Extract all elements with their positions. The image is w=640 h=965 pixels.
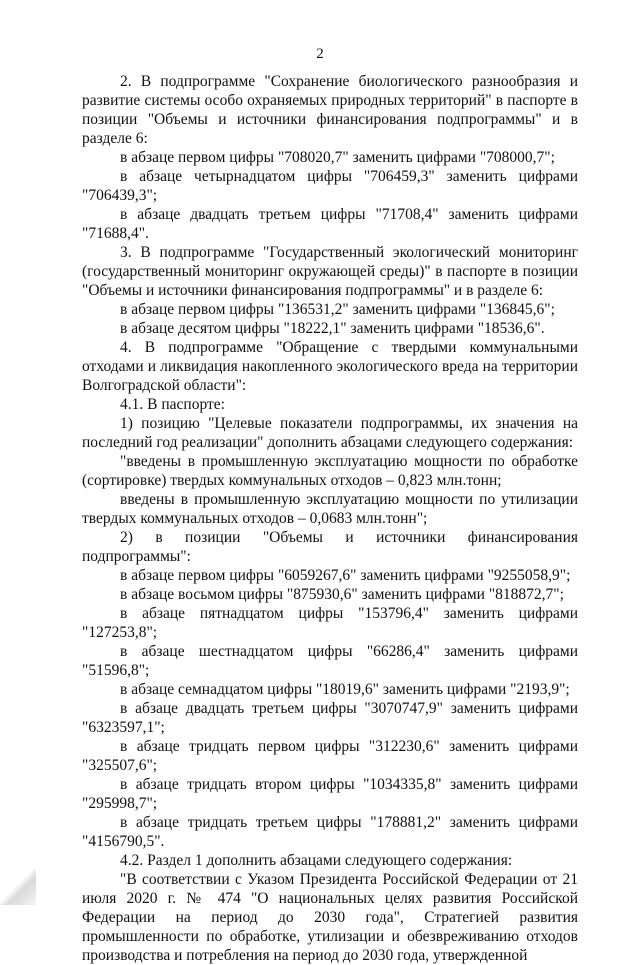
paragraph-item-2: 2. В подпрограмме "Сохранение биологического разнообразия и развитие системы особо охраняемых природных территорий" в паспорте в позиции "Объемы и источники финансирования подпрограммы" и в разделе 6: [82,73,578,147]
paragraph-quote-decree: "В соответствии с Указом Президента Российской Федерации от 21 июля 2020 г. № 474 "О национальных целях развития Российской Федерации на период до 2030 года", Стратегией развития промышленности по обработке, утилизации и обезвреживанию отходов производства и потребления на период до 2030 года, утвержденной [82,871,578,964]
paragraph-quote-utilization: введены в промышленную эксплуатацию мощности по утилизации твердых коммунальных отходов – 0,0683 млн.тонн"; [82,491,578,527]
paragraph-item-2-abz-1: в абзаце первом цифры "708020,7" заменить цифрами "708000,7"; [120,149,555,166]
page-number: 2 [316,46,324,62]
paragraph-item-4-1-1: 1) позицию "Целевые показатели подпрограммы, их значения на последний год реализации" дополнить абзацами следующего содержания: [82,415,578,451]
paragraph-item-4-abz-17: в абзаце семнадцатом цифры "18019,6" заменить цифрами "2193,9"; [120,681,570,698]
paragraph-item-3-abz-1: в абзаце первом цифры "136531,2" заменить цифрами "136845,6"; [120,301,555,318]
paragraph-item-4-abz-31: в абзаце тридцать первом цифры "312230,6" заменить цифрами "325507,6"; [82,738,578,774]
paragraph-item-4-1-2: 2) в позиции "Объемы и источники финансирования подпрограммы": [82,529,578,565]
paragraph-item-2-abz-23: в абзаце двадцать третьем цифры "71708,4" заменить цифрами "71688,4". [82,206,578,242]
paragraph-item-4-abz-32: в абзаце тридцать втором цифры "1034335,8" заменить цифрами "295998,7"; [82,776,578,812]
paragraph-item-4-abz-33: в абзаце тридцать третьем цифры "178881,2" заменить цифрами "4156790,5". [82,814,578,850]
paragraph-item-4-2: 4.2. Раздел 1 дополнить абзацами следующего содержания: [120,852,513,869]
paragraph-item-4-abz-23: в абзаце двадцать третьем цифры "3070747,9" заменить цифрами "6323597,1"; [82,700,578,736]
paragraph-item-4-abz-15: в абзаце пятнадцатом цифры "153796,4" заменить цифрами "127253,8"; [82,605,578,641]
paragraph-item-4-abz-1: в абзаце первом цифры "6059267,6" заменить цифрами "9255058,9"; [120,567,571,584]
paragraph-item-4: 4. В подпрограмме "Обращение с твердыми коммунальными отходами и ликвидация накопленного экологического вреда на территории Волгоградской области": [82,339,578,394]
paragraph-item-3-abz-10: в абзаце десятом цифры "18222,1" заменить цифрами "18536,6". [120,320,545,337]
scan-corner-shadow [0,869,36,905]
paragraph-item-4-abz-16: в абзаце шестнадцатом цифры "66286,4" заменить цифрами "51596,8"; [82,643,578,679]
document-body [82,72,578,965]
paragraph-quote-processing: "введены в промышленную эксплуатацию мощности по обработке (сортировке) твердых коммунальных отходов – 0,823 млн.тонн; [82,453,578,489]
paragraph-item-4-abz-8: в абзаце восьмом цифры "875930,6" заменить цифрами "818872,7"; [120,586,564,603]
paragraph-item-2-abz-14: в абзаце четырнадцатом цифры "706459,3" заменить цифрами "706439,3"; [82,168,578,204]
paragraph-item-4-1: 4.1. В паспорте: [120,396,225,413]
paragraph-item-3: 3. В подпрограмме "Государственный экологический мониторинг (государственный мониторинг окружающей среды)" в паспорте в позиции "Объемы и источники финансирования подпрограммы" и в разделе 6: [82,244,578,299]
